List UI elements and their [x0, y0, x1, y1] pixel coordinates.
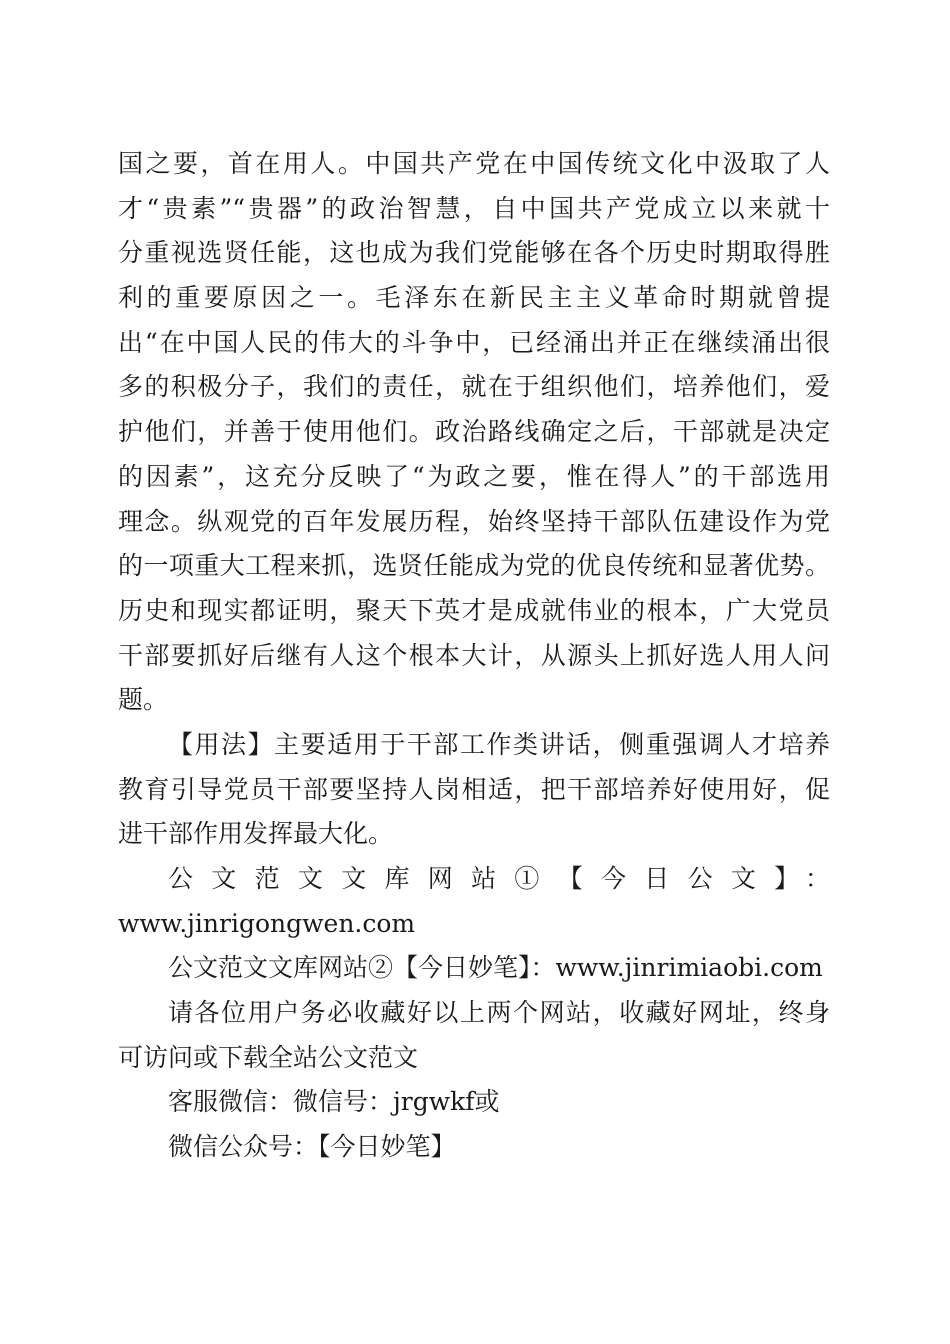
text-line: 利的重要原因之一。毛泽东在新民主主义革命时期就曾提: [118, 283, 830, 313]
text-line: 【用法】主要适用于干部工作类讲话，侧重强调人才培养: [168, 729, 830, 759]
text-line: 才“贵素”“贵器”的政治智慧，自中国共产党成立以来就十: [118, 193, 830, 223]
paragraph-usage-note: [118, 723, 830, 857]
site-1-label: 公文范文文库网站①【今日公文】：: [168, 864, 830, 893]
text-line: 的一项重大工程来抓，选贤任能成为党的优良传统和显著优势。: [118, 551, 830, 581]
text-line: 出“在中国人民的伟大的斗争中，已经涌出并正在继续涌出很: [118, 327, 830, 357]
wechat-account: 微信公众号：【今日妙笔】: [168, 1132, 456, 1162]
text-line: 多的积极分子，我们的责任，就在于组织他们，培养他们，爱: [118, 372, 830, 402]
wechat-service: 客服微信：微信号：jrgwkf或: [168, 1087, 500, 1117]
site-1-url: www.jinrigongwen.com: [118, 908, 416, 938]
website-info: [118, 857, 830, 1170]
paragraph-importance-of-talent: [118, 142, 830, 723]
text-line: 题。: [118, 685, 169, 715]
site-2-line: 公文范文文库网站②【今日妙笔】：www.jinrimiaobi.com: [168, 953, 823, 983]
text-line: 理念。纵观党的百年发展历程，始终坚持干部队伍建设作为党: [118, 506, 830, 536]
notice-line: 请各位用户务必收藏好以上两个网站，收藏好网址，终身: [168, 998, 830, 1028]
text-line: 国之要，首在用人。中国共产党在中国传统文化中汲取了人: [118, 149, 830, 178]
text-line: 进干部作用发挥最大化。: [118, 819, 394, 849]
document-body: [118, 142, 830, 1170]
text-line: 的因素”，这充分反映了“为政之要，惟在得人”的干部选用: [118, 461, 830, 491]
text-line: 教育引导党员干部要坚持人岗相适，把干部培养好使用好，促: [118, 774, 830, 804]
text-line: 历史和现实都证明，聚天下英才是成就伟业的根本，广大党员: [118, 595, 830, 625]
text-line: 干部要抓好后继有人这个根本大计，从源头上抓好选人用人问: [118, 640, 830, 670]
text-line: 分重视选贤任能，这也成为我们党能够在各个历史时期取得胜: [118, 238, 830, 268]
notice-line: 可访问或下载全站公文范文: [118, 1042, 419, 1072]
text-line: 护他们，并善于使用他们。政治路线确定之后，干部就是决定: [118, 417, 830, 447]
